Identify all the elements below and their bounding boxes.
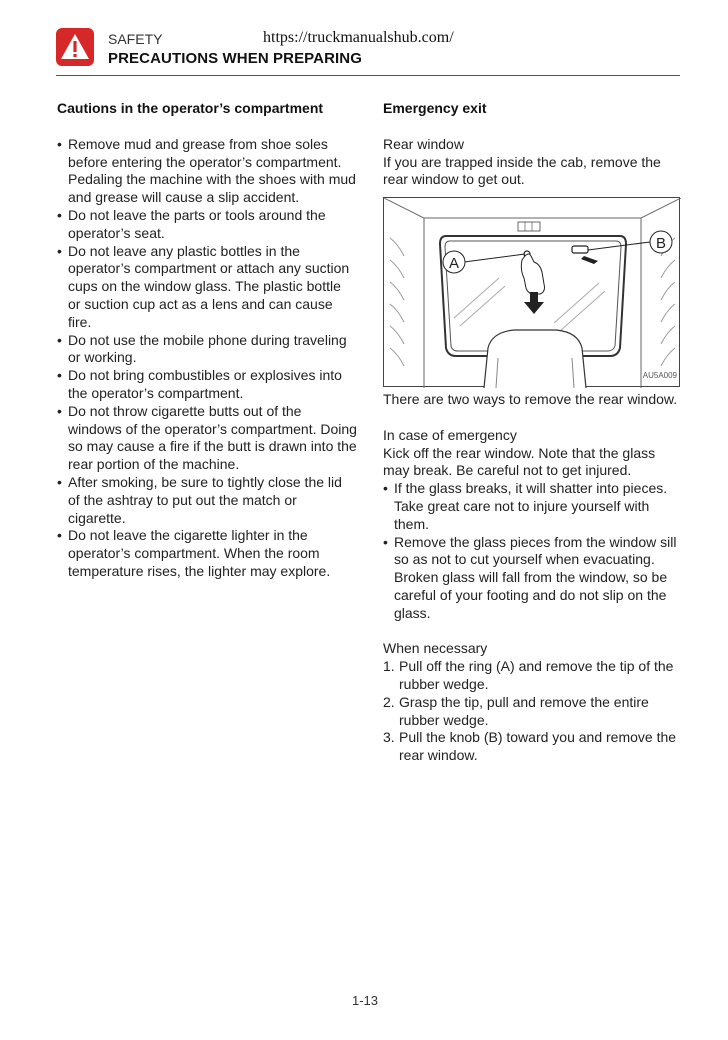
caution-text: • Do not bring combustibles or explosives into the operator’s compartment. — [68, 367, 342, 401]
figure-code: AU5A009 — [642, 371, 677, 381]
step-number: 3. — [383, 729, 395, 746]
emergency-list — [383, 480, 683, 622]
header-divider — [56, 75, 680, 76]
ways-text: There are two ways to remove the rear window. — [383, 391, 678, 408]
emergency-text: Kick off the rear window. Note that the glass may break. Be careful not to get injured. — [383, 444, 656, 479]
step-number: 1. — [383, 658, 395, 675]
page-number: 1-13 — [352, 993, 379, 1008]
caution-text: • Do not throw cigarette butts out of the windows of the operator’s compartment. Doing so may cause a fire if the butt is drawn into the rear portion of the machine. — [68, 402, 357, 473]
rear-window-figure — [383, 197, 680, 387]
caution-item — [57, 474, 357, 527]
steps-list — [383, 658, 683, 765]
step-number: 2. — [383, 693, 395, 710]
warning-icon — [56, 28, 94, 66]
step-text: Pull the knob (B) toward you and remove the rear window. — [399, 729, 677, 764]
caution-item — [57, 207, 357, 243]
left-column — [57, 100, 357, 581]
caution-item — [57, 403, 357, 474]
emergency-heading: In case of emergency — [383, 426, 517, 443]
step-text: Pull off the ring (A) and remove the tip of the rubber wedge. — [399, 658, 674, 692]
rear-window-subheading: Rear window — [383, 135, 464, 152]
label-a: A — [448, 255, 460, 273]
page-title: PRECAUTIONS WHEN PREPARING — [108, 50, 363, 67]
right-heading: Emergency exit — [383, 100, 487, 116]
caution-list — [57, 136, 357, 581]
rear-window-illustration — [384, 198, 681, 388]
caution-text: • Do not use the mobile phone during traveling or working. — [68, 331, 347, 366]
caution-text: Pedaling the machine with the shoes with mud and grease will cause a slip accident. — [68, 171, 356, 206]
step-item — [383, 729, 683, 765]
caution-text: • Do not leave any plastic bottles in the operator’s compartment or attach any suction cups on the window glass. The plastic bottle or suction cup act as a lens and can cause fire. — [68, 242, 350, 330]
section-label: SAFETY — [108, 31, 163, 47]
caution-item — [57, 243, 357, 332]
step-item — [383, 658, 683, 694]
emergency-item: • If the glass breaks, it will shatter into pieces. Take great care not to injure yourself with them. — [383, 480, 683, 533]
intro-text: If you are trapped inside the cab, remove the rear window to get out. — [383, 153, 661, 188]
left-heading: Cautions in the operator’s compartment — [57, 100, 324, 116]
caution-text: • Do not leave the cigarette lighter in the operator’s compartment. When the room temperature rises, the lighter may explore. — [68, 527, 331, 579]
caution-item — [57, 332, 357, 368]
caution-text: • Remove mud and grease from shoe soles before entering the operator’s compartment. — [68, 135, 342, 170]
label-b: B — [655, 235, 667, 253]
source-url[interactable]: https://truckmanualshub.com/ — [263, 29, 454, 46]
step-text: Grasp the tip, pull and remove the entire rubber wedge. — [399, 693, 649, 728]
caution-item — [57, 367, 357, 403]
caution-text: • Do not leave the parts or tools around the operator’s seat. — [68, 206, 326, 241]
necessary-heading: When necessary — [383, 640, 488, 657]
caution-item — [57, 136, 357, 207]
right-column — [383, 100, 683, 765]
caution-text: • After smoking, be sure to tightly close the lid of the ashtray to put out the match or cigarette. — [68, 473, 342, 526]
caution-item — [57, 527, 357, 580]
emergency-item: • Remove the glass pieces from the window sill so as not to cut yourself when evacuating. Broken glass will fall from the window, so be careful of your footing and do not slip on the glass. — [383, 534, 683, 623]
step-item — [383, 694, 683, 730]
